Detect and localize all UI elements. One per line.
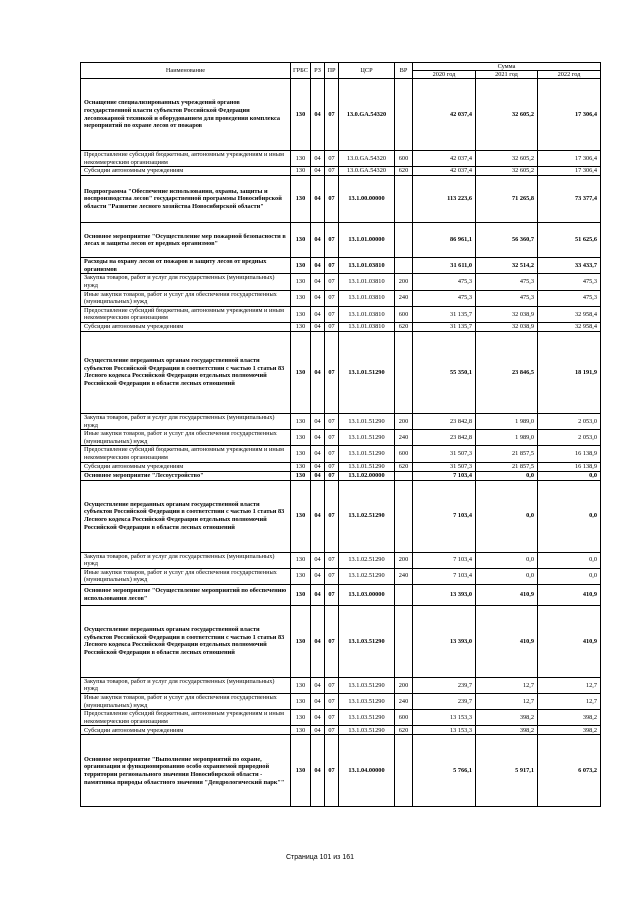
row-csr: 13.0.GA.54320 — [339, 167, 395, 176]
row-amount-2021: 0,0 — [476, 480, 538, 552]
row-rz: 04 — [311, 413, 325, 429]
row-vr: 240 — [395, 694, 413, 710]
row-amount-2021: 12,7 — [476, 677, 538, 693]
row-rz: 04 — [311, 677, 325, 693]
table-row — [81, 480, 601, 552]
row-amount-2022: 410,9 — [538, 584, 601, 605]
row-amount-2020: 86 961,1 — [413, 223, 476, 258]
row-pr: 07 — [325, 735, 339, 807]
table-row — [81, 694, 601, 710]
table-row — [81, 462, 601, 471]
page-number: Страница 101 из 161 — [285, 854, 355, 861]
row-rz: 04 — [311, 552, 325, 568]
row-pr: 07 — [325, 79, 339, 151]
row-csr: 13.1.01.51290 — [339, 413, 395, 429]
row-pr: 07 — [325, 480, 339, 552]
row-name: Иные закупки товаров, работ и услуг для обеспечения государственных (муниципальных) нужд — [81, 568, 291, 584]
table-row — [81, 306, 601, 322]
row-vr: 240 — [395, 430, 413, 446]
row-vr: 600 — [395, 446, 413, 462]
row-pr: 07 — [325, 290, 339, 306]
row-rz: 04 — [311, 480, 325, 552]
row-csr: 13.1.01.51290 — [339, 430, 395, 446]
row-rz: 04 — [311, 694, 325, 710]
row-rz: 04 — [311, 306, 325, 322]
row-csr: 13.1.03.51290 — [339, 710, 395, 726]
row-pr: 07 — [325, 176, 339, 223]
row-amount-2021: 32 605,2 — [476, 167, 538, 176]
header-name: Наименование — [81, 63, 291, 79]
row-amount-2022: 17 306,4 — [538, 167, 601, 176]
row-amount-2020: 475,3 — [413, 290, 476, 306]
table-row — [81, 605, 601, 677]
row-amount-2020: 13 393,0 — [413, 605, 476, 677]
row-amount-2020: 42 037,4 — [413, 79, 476, 151]
header-sum: Сумма — [413, 63, 601, 71]
row-name: Предоставление субсидий бюджетным, автономным учреждениям и иным некоммерческим организациям — [81, 710, 291, 726]
row-name: Основное мероприятие "Осуществление мер пожарной безопасности в лесах и защиты лесов от вредных организмов" — [81, 223, 291, 258]
row-grbs: 130 — [291, 726, 311, 735]
table-row — [81, 413, 601, 429]
row-amount-2020: 7 103,4 — [413, 471, 476, 480]
row-vr: 620 — [395, 322, 413, 331]
row-amount-2021: 71 265,8 — [476, 176, 538, 223]
row-grbs: 130 — [291, 471, 311, 480]
row-name: Осуществление переданных органам государственной власти субъектов Российской Федерации в соответствии с частью 1 статьи 83 Лесного кодекса Российской Федерации отдельных полномочий Российской Федерации в области лесных отношений — [81, 480, 291, 552]
row-amount-2020: 239,7 — [413, 677, 476, 693]
row-amount-2021: 32 514,2 — [476, 258, 538, 274]
row-amount-2020: 31 135,7 — [413, 322, 476, 331]
row-rz: 04 — [311, 735, 325, 807]
row-pr: 07 — [325, 446, 339, 462]
row-amount-2020: 31 611,0 — [413, 258, 476, 274]
row-grbs: 130 — [291, 480, 311, 552]
row-amount-2022: 398,2 — [538, 710, 601, 726]
row-rz: 04 — [311, 290, 325, 306]
row-name: Субсидии автономным учреждениям — [81, 726, 291, 735]
row-amount-2022: 2 053,0 — [538, 413, 601, 429]
row-vr: 200 — [395, 413, 413, 429]
row-csr: 13.1.02.51290 — [339, 480, 395, 552]
row-grbs: 130 — [291, 306, 311, 322]
row-grbs: 130 — [291, 331, 311, 413]
row-name: Иные закупки товаров, работ и услуг для обеспечения государственных (муниципальных) нужд — [81, 694, 291, 710]
row-vr: 200 — [395, 274, 413, 290]
row-pr: 07 — [325, 274, 339, 290]
table-row — [81, 726, 601, 735]
table-row — [81, 446, 601, 462]
row-rz: 04 — [311, 710, 325, 726]
table-row — [81, 290, 601, 306]
row-rz: 04 — [311, 430, 325, 446]
row-amount-2022: 0,0 — [538, 480, 601, 552]
row-amount-2022: 398,2 — [538, 726, 601, 735]
row-csr: 13.1.02.51290 — [339, 552, 395, 568]
row-grbs: 130 — [291, 322, 311, 331]
table-row — [81, 430, 601, 446]
row-name: Закупка товаров, работ и услуг для государственных (муниципальных) нужд — [81, 413, 291, 429]
row-amount-2020: 13 393,0 — [413, 584, 476, 605]
row-pr: 07 — [325, 568, 339, 584]
row-grbs: 130 — [291, 167, 311, 176]
row-csr: 13.1.00.00000 — [339, 176, 395, 223]
row-rz: 04 — [311, 223, 325, 258]
row-grbs: 130 — [291, 677, 311, 693]
row-amount-2022: 410,9 — [538, 605, 601, 677]
row-amount-2022: 0,0 — [538, 568, 601, 584]
header-pr: ПР — [325, 63, 339, 79]
row-rz: 04 — [311, 258, 325, 274]
row-name: Предоставление субсидий бюджетным, автономным учреждениям и иным некоммерческим организациям — [81, 306, 291, 322]
row-grbs: 130 — [291, 79, 311, 151]
table-row — [81, 568, 601, 584]
row-name: Основное мероприятие "Осуществление мероприятий по обеспечению использования лесов" — [81, 584, 291, 605]
table-row — [81, 552, 601, 568]
row-grbs: 130 — [291, 710, 311, 726]
row-vr: 600 — [395, 306, 413, 322]
row-amount-2020: 13 153,3 — [413, 710, 476, 726]
row-grbs: 130 — [291, 413, 311, 429]
row-grbs: 130 — [291, 568, 311, 584]
header-grbs: ГРБС — [291, 63, 311, 79]
table-row — [81, 151, 601, 167]
row-csr: 13.1.02.00000 — [339, 471, 395, 480]
row-grbs: 130 — [291, 151, 311, 167]
row-amount-2021: 5 917,1 — [476, 735, 538, 807]
row-vr: 600 — [395, 710, 413, 726]
row-grbs: 130 — [291, 223, 311, 258]
row-grbs: 130 — [291, 694, 311, 710]
row-rz: 04 — [311, 167, 325, 176]
table-row — [81, 710, 601, 726]
row-pr: 07 — [325, 694, 339, 710]
row-csr: 13.1.01.03810 — [339, 290, 395, 306]
row-name: Субсидии автономным учреждениям — [81, 462, 291, 471]
row-amount-2022: 16 138,9 — [538, 446, 601, 462]
table-row — [81, 176, 601, 223]
row-amount-2022: 33 433,7 — [538, 258, 601, 274]
row-pr: 07 — [325, 710, 339, 726]
row-amount-2022: 73 377,4 — [538, 176, 601, 223]
header-vr: ВР — [395, 63, 413, 79]
table-row — [81, 258, 601, 274]
row-pr: 07 — [325, 462, 339, 471]
row-amount-2022: 2 053,0 — [538, 430, 601, 446]
row-csr: 13.1.03.00000 — [339, 584, 395, 605]
row-amount-2021: 21 857,5 — [476, 446, 538, 462]
table-row — [81, 677, 601, 693]
table-row — [81, 471, 601, 480]
row-vr — [395, 331, 413, 413]
row-csr: 13.1.01.03810 — [339, 306, 395, 322]
row-vr: 620 — [395, 167, 413, 176]
row-pr: 07 — [325, 306, 339, 322]
row-pr: 07 — [325, 584, 339, 605]
row-amount-2020: 55 350,1 — [413, 331, 476, 413]
row-grbs: 130 — [291, 176, 311, 223]
row-amount-2021: 21 857,5 — [476, 462, 538, 471]
row-rz: 04 — [311, 726, 325, 735]
row-amount-2022: 0,0 — [538, 552, 601, 568]
header-year-2022: 2022 год — [538, 71, 601, 79]
row-amount-2020: 31 135,7 — [413, 306, 476, 322]
row-amount-2021: 32 038,9 — [476, 306, 538, 322]
row-vr — [395, 735, 413, 807]
table-row — [81, 322, 601, 331]
row-amount-2020: 13 153,3 — [413, 726, 476, 735]
row-amount-2022: 6 073,2 — [538, 735, 601, 807]
row-rz: 04 — [311, 568, 325, 584]
row-pr: 07 — [325, 605, 339, 677]
row-grbs: 130 — [291, 584, 311, 605]
row-csr: 13.1.01.03810 — [339, 322, 395, 331]
row-amount-2020: 113 223,6 — [413, 176, 476, 223]
row-amount-2021: 410,9 — [476, 584, 538, 605]
row-amount-2021: 398,2 — [476, 726, 538, 735]
row-name: Субсидии автономным учреждениям — [81, 322, 291, 331]
row-amount-2021: 0,0 — [476, 552, 538, 568]
row-grbs: 130 — [291, 446, 311, 462]
row-pr: 07 — [325, 151, 339, 167]
row-amount-2021: 23 846,5 — [476, 331, 538, 413]
row-vr: 620 — [395, 726, 413, 735]
row-csr: 13.1.03.51290 — [339, 726, 395, 735]
table-row — [81, 735, 601, 807]
row-vr: 200 — [395, 552, 413, 568]
row-amount-2020: 31 507,3 — [413, 446, 476, 462]
row-amount-2020: 7 103,4 — [413, 568, 476, 584]
row-vr — [395, 605, 413, 677]
row-vr: 600 — [395, 151, 413, 167]
row-pr: 07 — [325, 331, 339, 413]
row-csr: 13.1.01.03810 — [339, 274, 395, 290]
row-amount-2022: 17 306,4 — [538, 79, 601, 151]
row-name: Предоставление субсидий бюджетным, автономным учреждениям и иным некоммерческим организациям — [81, 151, 291, 167]
row-amount-2022: 32 958,4 — [538, 306, 601, 322]
row-rz: 04 — [311, 79, 325, 151]
row-amount-2021: 0,0 — [476, 471, 538, 480]
row-amount-2022: 32 958,4 — [538, 322, 601, 331]
row-csr: 13.0.GA.54320 — [339, 79, 395, 151]
row-name: Закупка товаров, работ и услуг для государственных (муниципальных) нужд — [81, 552, 291, 568]
row-rz: 04 — [311, 274, 325, 290]
header-year-2020: 2020 год — [413, 71, 476, 79]
row-amount-2020: 23 842,8 — [413, 413, 476, 429]
row-csr: 13.1.03.51290 — [339, 605, 395, 677]
table-row — [81, 274, 601, 290]
row-amount-2020: 31 507,3 — [413, 462, 476, 471]
row-csr: 13.1.01.03810 — [339, 258, 395, 274]
row-pr: 07 — [325, 322, 339, 331]
table-row — [81, 79, 601, 151]
row-vr — [395, 480, 413, 552]
row-amount-2021: 475,3 — [476, 290, 538, 306]
row-amount-2020: 42 037,4 — [413, 167, 476, 176]
row-grbs: 130 — [291, 605, 311, 677]
row-vr: 240 — [395, 290, 413, 306]
row-pr: 07 — [325, 430, 339, 446]
row-rz: 04 — [311, 151, 325, 167]
row-pr: 07 — [325, 471, 339, 480]
row-pr: 07 — [325, 552, 339, 568]
row-amount-2022: 17 306,4 — [538, 151, 601, 167]
row-amount-2021: 475,3 — [476, 274, 538, 290]
row-amount-2021: 12,7 — [476, 694, 538, 710]
row-vr — [395, 584, 413, 605]
table-row — [81, 584, 601, 605]
row-name: Оснащение специализированных учреждений органов государственной власти субъектов Российской Федерации лесопожарной техникой и оборудованием для проведения комплекса мероприятий по охране лесов от пожаров — [81, 79, 291, 151]
row-vr: 620 — [395, 462, 413, 471]
row-amount-2020: 7 103,4 — [413, 480, 476, 552]
table-row — [81, 331, 601, 413]
row-name: Субсидии автономным учреждениям — [81, 167, 291, 176]
row-csr: 13.1.03.51290 — [339, 677, 395, 693]
row-amount-2022: 475,3 — [538, 274, 601, 290]
row-vr — [395, 258, 413, 274]
row-csr: 13.0.GA.54320 — [339, 151, 395, 167]
row-rz: 04 — [311, 176, 325, 223]
row-pr: 07 — [325, 258, 339, 274]
row-amount-2021: 32 038,9 — [476, 322, 538, 331]
row-rz: 04 — [311, 584, 325, 605]
row-name: Основное мероприятие "Лесоустройство" — [81, 471, 291, 480]
row-rz: 04 — [311, 446, 325, 462]
row-csr: 13.1.01.51290 — [339, 446, 395, 462]
row-grbs: 130 — [291, 290, 311, 306]
row-grbs: 130 — [291, 274, 311, 290]
row-vr — [395, 79, 413, 151]
row-vr — [395, 471, 413, 480]
row-grbs: 130 — [291, 462, 311, 471]
row-grbs: 130 — [291, 552, 311, 568]
row-name: Осуществление переданных органам государственной власти субъектов Российской Федерации в соответствии с частью 1 статьи 83 Лесного кодекса Российской Федерации отдельных полномочий Российской Федерации в области лесных отношений — [81, 605, 291, 677]
row-amount-2021: 32 605,2 — [476, 79, 538, 151]
row-vr — [395, 176, 413, 223]
header-year-2021: 2021 год — [476, 71, 538, 79]
row-pr: 07 — [325, 413, 339, 429]
row-amount-2021: 1 989,0 — [476, 413, 538, 429]
row-name: Подпрограмма "Обеспечение использования, охраны, защиты и воспроизводства лесов" государственной программы Новосибирской области "Развитие лесного хозяйства Новосибирской области" — [81, 176, 291, 223]
row-amount-2021: 398,2 — [476, 710, 538, 726]
header-rz: РЗ — [311, 63, 325, 79]
row-amount-2020: 7 103,4 — [413, 552, 476, 568]
row-amount-2020: 239,7 — [413, 694, 476, 710]
row-csr: 13.1.01.51290 — [339, 331, 395, 413]
row-rz: 04 — [311, 322, 325, 331]
header-csr: ЦСР — [339, 63, 395, 79]
row-csr: 13.1.01.51290 — [339, 462, 395, 471]
row-grbs: 130 — [291, 258, 311, 274]
row-amount-2020: 23 842,8 — [413, 430, 476, 446]
budget-table-container — [80, 62, 600, 807]
row-vr: 240 — [395, 568, 413, 584]
row-name: Закупка товаров, работ и услуг для государственных (муниципальных) нужд — [81, 677, 291, 693]
row-amount-2021: 1 989,0 — [476, 430, 538, 446]
row-name: Закупка товаров, работ и услуг для государственных (муниципальных) нужд — [81, 274, 291, 290]
row-name: Предоставление субсидий бюджетным, автономным учреждениям и иным некоммерческим организациям — [81, 446, 291, 462]
table-body — [81, 79, 601, 807]
row-name: Осуществление переданных органам государственной власти субъектов Российской Федерации в соответствии с частью 1 статьи 83 Лесного кодекса Российской Федерации отдельных полномочий Российской Федерации в области лесных отношений — [81, 331, 291, 413]
row-amount-2022: 0,0 — [538, 471, 601, 480]
row-amount-2022: 18 191,9 — [538, 331, 601, 413]
row-amount-2021: 410,9 — [476, 605, 538, 677]
table-header — [81, 63, 601, 79]
table-row — [81, 223, 601, 258]
row-amount-2022: 12,7 — [538, 677, 601, 693]
row-name: Иные закупки товаров, работ и услуг для обеспечения государственных (муниципальных) нужд — [81, 430, 291, 446]
row-grbs: 130 — [291, 430, 311, 446]
row-amount-2022: 16 138,9 — [538, 462, 601, 471]
row-name: Расходы на охрану лесов от пожаров и защиту лесов от вредных организмов — [81, 258, 291, 274]
row-csr: 13.1.04.00000 — [339, 735, 395, 807]
table-row — [81, 167, 601, 176]
row-rz: 04 — [311, 605, 325, 677]
row-name: Иные закупки товаров, работ и услуг для обеспечения государственных (муниципальных) нужд — [81, 290, 291, 306]
row-pr: 07 — [325, 167, 339, 176]
row-vr: 200 — [395, 677, 413, 693]
row-amount-2022: 475,3 — [538, 290, 601, 306]
row-amount-2020: 42 037,4 — [413, 151, 476, 167]
row-amount-2021: 0,0 — [476, 568, 538, 584]
row-grbs: 130 — [291, 735, 311, 807]
row-amount-2022: 51 625,6 — [538, 223, 601, 258]
row-pr: 07 — [325, 726, 339, 735]
row-rz: 04 — [311, 331, 325, 413]
row-csr: 13.1.03.51290 — [339, 694, 395, 710]
row-amount-2021: 32 605,2 — [476, 151, 538, 167]
row-name: Основное мероприятие "Выполнение мероприятий по охране, организации и функционированию особо охраняемой природной территории регионального значения Новосибирской области - памятника природы областного значения "Дендрологический парк"" — [81, 735, 291, 807]
row-rz: 04 — [311, 471, 325, 480]
budget-table — [80, 62, 601, 807]
row-amount-2021: 56 360,7 — [476, 223, 538, 258]
row-csr: 13.1.01.00000 — [339, 223, 395, 258]
row-rz: 04 — [311, 462, 325, 471]
row-pr: 07 — [325, 677, 339, 693]
row-amount-2020: 5 766,1 — [413, 735, 476, 807]
row-vr — [395, 223, 413, 258]
row-csr: 13.1.02.51290 — [339, 568, 395, 584]
row-amount-2022: 12,7 — [538, 694, 601, 710]
row-amount-2020: 475,3 — [413, 274, 476, 290]
row-pr: 07 — [325, 223, 339, 258]
